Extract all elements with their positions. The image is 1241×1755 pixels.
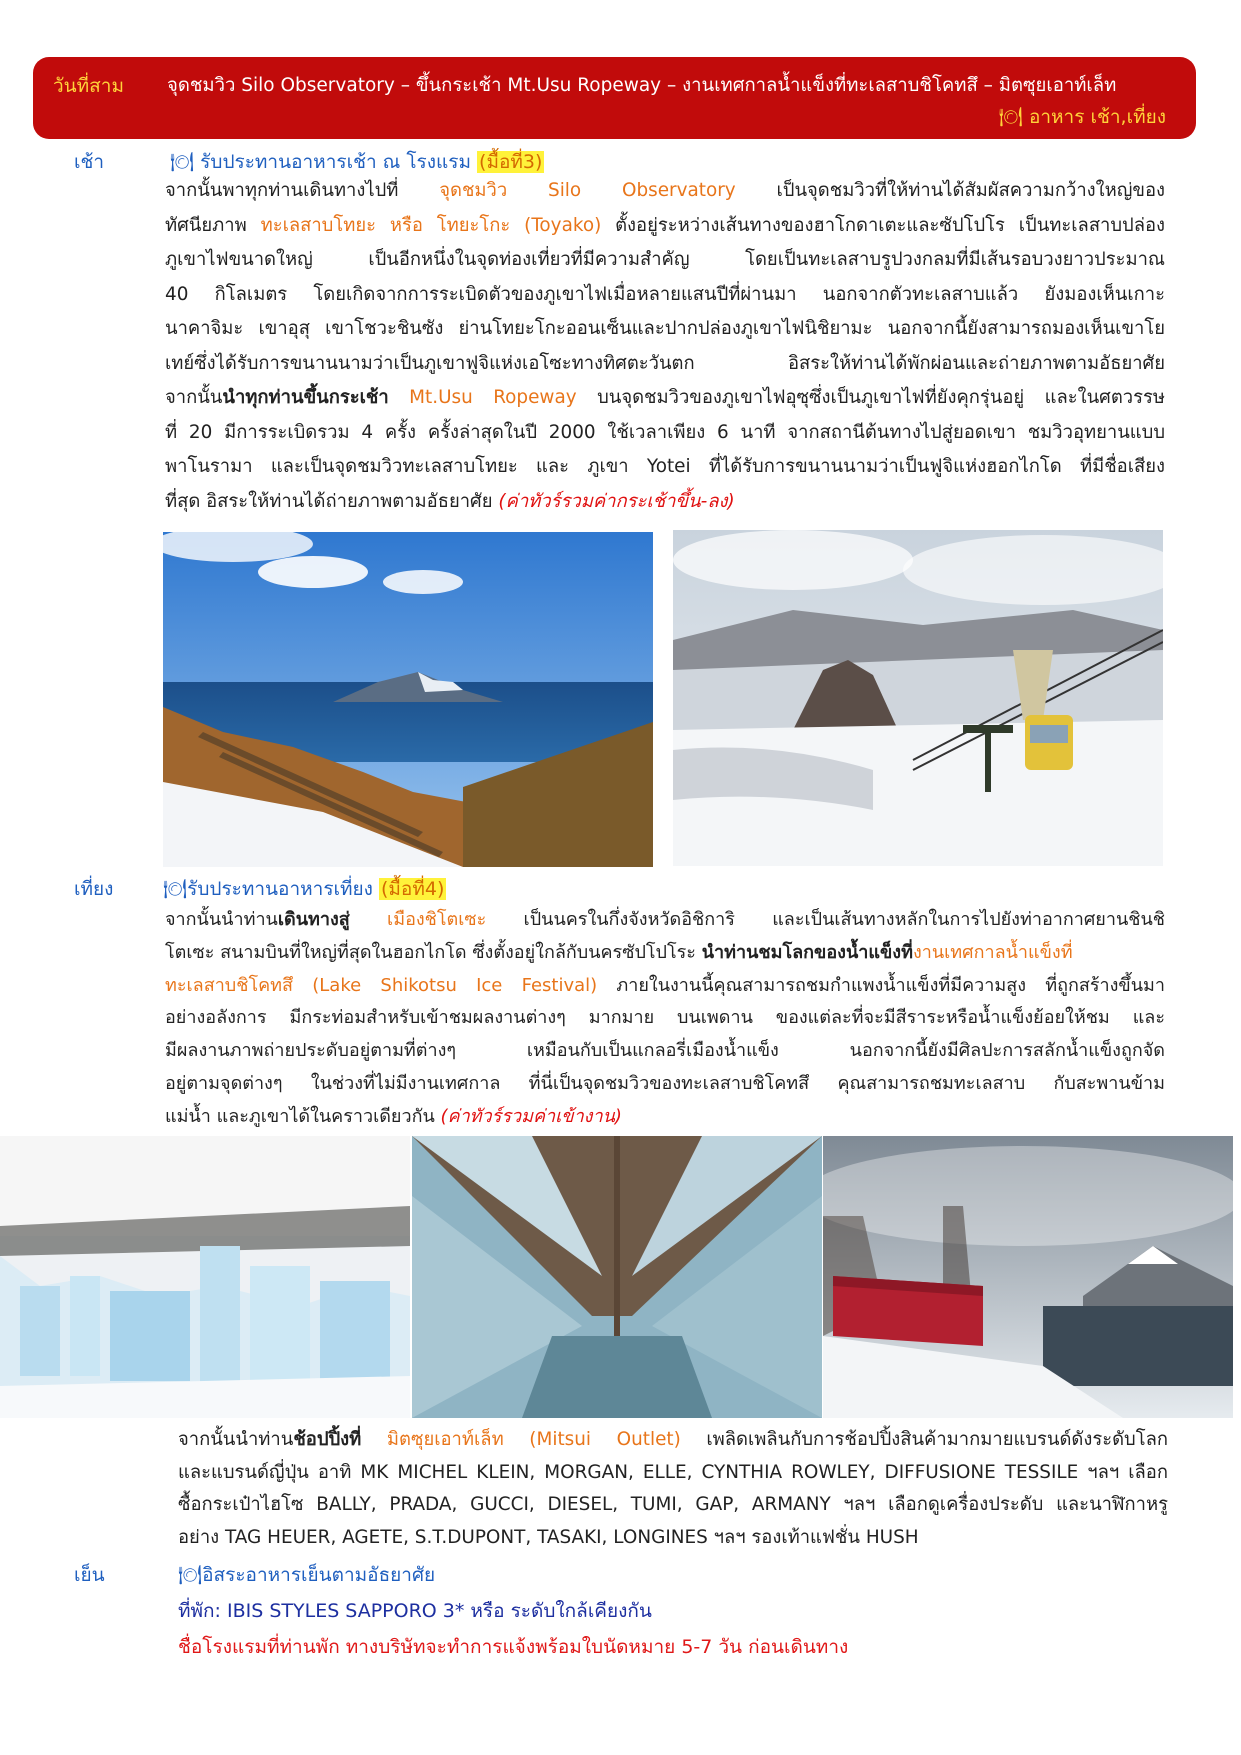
ice-cave-photo: [412, 1136, 822, 1418]
text-line: และแบรนด์ญี่ปุ่น อาทิ MK MICHEL KLEIN, MORGAN, ELLE, CYNTHIA ROWLEY, DIFFUSIONE TESSILE ฯลฯ เลือก: [178, 1461, 1168, 1483]
shopping-paragraph: [178, 1424, 1168, 1554]
day-title: จุดชมวิว Silo Observatory – ขึ้นกระเช้า Mt.Usu Ropeway – งานเทศกาลน้ำแข็งที่ทะเลสาบชิโคทสึ – มิตซุยเอาท์เล็ท: [167, 75, 1117, 96]
noon-label: เที่ยง: [74, 878, 114, 900]
lunch-text: รับประทานอาหารเที่ยง: [187, 878, 373, 900]
toyako-text: ทะเลสาบโทยะ หรือ โทยะโกะ (Toyako): [260, 214, 602, 236]
text-line: อยู่ตามจุดต่างๆ ในช่วงที่ไม่มีงานเทศกาล ที่นี่เป็นจุดชมวิวของทะเลสาบชิโคทสึ คุณสามารถชมทะเลสาบ กับสะพานข้าม: [165, 1072, 1165, 1094]
ice-festival-name: ทะเลสาบชิโคทสึ (Lake Shikotsu Ice Festival): [165, 974, 598, 996]
text-line: แม่น้ำ และภูเขาได้ในคราวเดียวกัน (ค่าทัวร์รวมค่าเข้างาน): [165, 1105, 622, 1127]
hotel-info: ที่พัก: IBIS STYLES SAPPORO 3* หรือ ระดับใกล้เคียงกัน: [178, 1600, 652, 1622]
chitose-text: เมืองชิโตเซะ: [387, 909, 487, 930]
text-line: จากนั้นพาทุกท่านเดินทางไปที่ จุดชมวิว Silo Observatory เป็นจุดชมวิวที่ให้ท่านได้สัมผัสความกว้างใหญ่ของ: [165, 180, 1165, 201]
lake-toya-photo: [163, 532, 653, 867]
text-line: ที่สุด อิสระให้ท่านได้ถ่ายภาพตามอัธยาศัย (ค่าทัวร์รวมค่ากระเช้าขึ้น-ลง): [165, 490, 735, 512]
text-line: พาโนรามา และเป็นจุดชมวิวทะเลสาบโทยะ และ ภูเขา Yotei ที่ได้รับการขนานนามว่าเป็นฟูจิแห่งฮอกไกโด ที่มีชื่อเสียง: [165, 456, 1165, 477]
meals-summary: [999, 102, 1166, 132]
ropeway-text: Mt.Usu Ropeway: [409, 387, 577, 408]
text-line: ที่ 20 มีการระเบิดรวม 4 ครั้ง ครั้งล่าสุดในปี 2000 ใช้เวลาเพียง 6 นาที จากสถานีต้นทางไปสู่ยอดเขา ชมวิวอุทยานแบบ: [165, 421, 1165, 443]
lunch-line: [163, 874, 446, 904]
evening-label: เย็น: [74, 1564, 105, 1586]
dish-icon: 🍽: [178, 1564, 203, 1586]
text-line: ทะเลสาบชิโคทสึ (Lake Shikotsu Ice Festival) ภายในงานนี้คุณสามารถชมกำแพงน้ำแข็งที่มีความสูง ที่ถูกสร้างขึ้นมา: [165, 974, 1165, 996]
dish-icon: 🍽: [170, 151, 195, 173]
bridge-lake-photo: [823, 1136, 1233, 1418]
mitsui-outlet-text: มิตซุยเอาท์เล็ท (Mitsui Outlet): [386, 1429, 681, 1450]
morning-label: เช้า: [74, 151, 105, 173]
noon-paragraph: [165, 904, 1165, 1134]
meal-number: (มื้อที่3): [479, 151, 543, 173]
price-note: (ค่าทัวร์รวมค่าเข้างาน): [440, 1105, 622, 1127]
ropeway-photo: [673, 530, 1163, 866]
text-line: เทย์ซึ่งได้รับการขนานนามว่าเป็นภูเขาฟูจิแห่งเอโซะทางทิศตะวันตก อิสระให้ท่านได้พักผ่อนและถ่ายภาพตามอัธยาศัย: [165, 352, 1165, 374]
text-line: จากนั้นนำทุกท่านขึ้นกระเช้า Mt.Usu Ropeway บนจุดชมวิวของภูเขาไฟอุซุซึ่งเป็นภูเขาไฟที่ยังคุกรุ่นอยู่ และในศตวรรษ: [165, 387, 1165, 408]
meal-number: (มื้อที่4): [381, 878, 445, 900]
silo-observatory-link-text: จุดชมวิว Silo Observatory: [439, 180, 736, 201]
text-line: 40 กิโลเมตร โดยเกิดจากการระเบิดตัวของภูเขาไฟเมื่อหลายแสนปีที่ผ่านมา นอกจากตัวทะเลสาบแล้ว ยังมองเห็นเกาะ: [165, 283, 1165, 305]
ice-festival-text: งานเทศกาลน้ำแข็งที่: [912, 941, 1073, 963]
dinner-line: [178, 1560, 435, 1590]
ice-sculptures-photo: [0, 1136, 410, 1418]
dish-icon: 🍽: [998, 106, 1023, 128]
breakfast-text: รับประทานอาหารเช้า ณ โรงแรม: [200, 151, 471, 173]
text-line: อย่างอลังการ มีกระท่อมสำหรับเข้าชมผลงานต่างๆ มากมาย บนเพดาน ของแต่ละที่จะมีสีราระหรือน้ำแข็งย้อยให้ชม และ: [165, 1007, 1165, 1029]
day-header: [33, 57, 1196, 139]
text-line: ภูเขาไฟขนาดใหญ่ เป็นอีกหนึ่งในจุดท่องเที่ยวที่มีความสำคัญ โดยเป็นทะเลสาบรูปวงกลมที่มีเส้นรอบวงยาวประมาณ: [165, 249, 1165, 270]
text-line: ซื้อกระเป๋าไฮโซ BALLY, PRADA, GUCCI, DIESEL, TUMI, GAP, ARMANY ฯลฯ เลือกดูเครื่องประดับ และนาฬิกาหรู: [178, 1494, 1168, 1515]
text-line: ทัศนียภาพ ทะเลสาบโทยะ หรือ โทยะโกะ (Toyako) ตั้งอยู่ระหว่างเส้นทางของฮาโกดาเตะและซัปโปโร เป็นทะเลสาบปล่อง: [165, 214, 1165, 236]
price-note: (ค่าทัวร์รวมค่ากระเช้าขึ้น-ลง): [498, 490, 735, 512]
morning-paragraph: [165, 174, 1165, 519]
hotel-notice: ชื่อโรงแรมที่ท่านพัก ทางบริษัทจะทำการแจ้งพร้อมใบนัดหมาย 5-7 วัน ก่อนเดินทาง: [178, 1636, 849, 1658]
day-label: วันที่สาม: [53, 75, 124, 97]
text-line: จากนั้นนำท่านช้อปปิ้งที่ มิตซุยเอาท์เล็ท (Mitsui Outlet) เพลิดเพลินกับการช้อปปิ้งสินค้ามากมายแบรนด์ดังระดับโลก: [178, 1429, 1168, 1450]
breakfast-line: [170, 147, 544, 177]
text-line: อย่าง TAG HEUER, AGETE, S.T.DUPONT, TASAKI, LONGINES ฯลฯ รองเท้าแฟชั่น HUSH: [178, 1526, 919, 1548]
text-line: นาคาจิมะ เขาอุสุ เขาโชวะชินซัง ย่านโทยะโกะออนเซ็นและปากปล่องภูเขาไฟนิชิยามะ นอกจากนี้ยังสามารถมองเห็นเขาโย: [165, 318, 1165, 339]
meals-text: อาหาร เช้า,เที่ยง: [1028, 106, 1166, 128]
text-line: โตเซะ สนามบินที่ใหญ่ที่สุดในฮอกไกโด ซึ่งตั้งอยู่ใกล้กับนครซัปโปโระ นำท่านชมโลกของน้ำแข็งที่งานเทศกาลน้ำแข็งที่: [165, 941, 1073, 963]
dinner-text: อิสระอาหารเย็นตามอัธยาศัย: [202, 1564, 436, 1586]
dish-icon: 🍽: [163, 878, 188, 900]
text-line: จากนั้นนำท่านเดินทางสู่ เมืองชิโตเซะ เป็นนครในกึ่งจังหวัดอิชิการิ และเป็นเส้นทางหลักในการไปยังท่าอากาศยานชินชิ: [165, 909, 1165, 930]
text-line: มีผลงานภาพถ่ายประดับอยู่ตามที่ต่างๆ เหมือนกับเป็นแกลอรี่เมืองน้ำแข็ง นอกจากนี้ยังมีศิลปะการสลักน้ำแข็งถูกจัด: [165, 1040, 1165, 1062]
